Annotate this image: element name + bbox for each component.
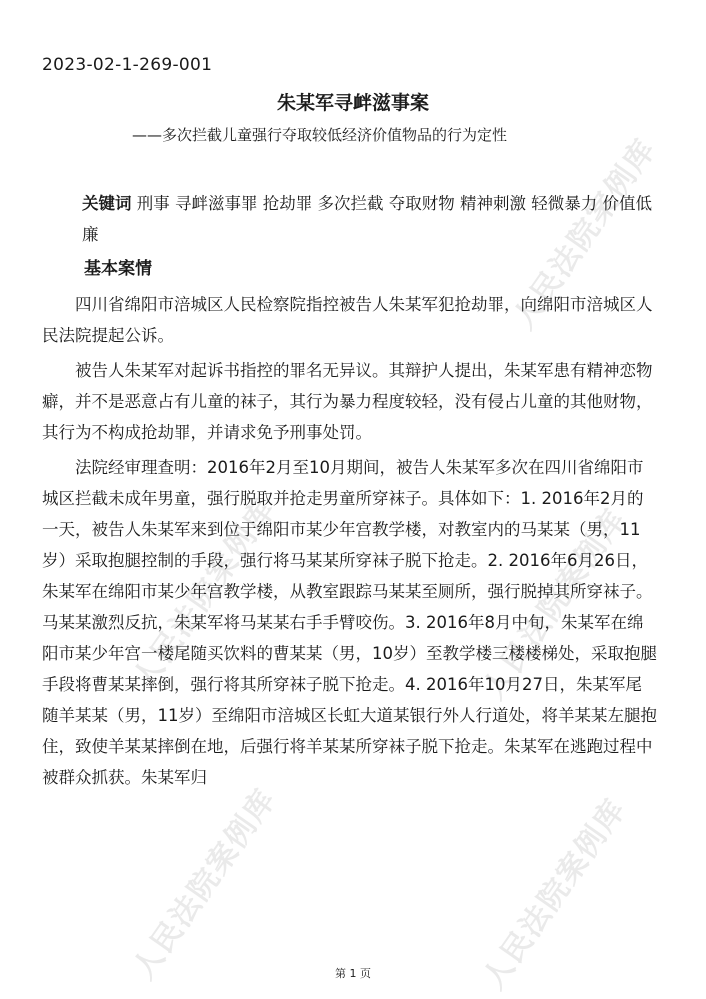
watermark: 人民法院案例库 bbox=[506, 132, 664, 336]
keywords-line bbox=[82, 188, 658, 250]
page-number: 第 1 页 bbox=[335, 967, 371, 980]
paragraph: 被告人朱某军对起诉书指控的罪名无异议。其辩护人提出，朱某军患有精神恋物癖，并不是恶意占有儿童的袜子，其行为暴力程度较轻，没有侵占儿童的其他财物，其行为不构成抢劫罪，并请求免予刑事处罚。 bbox=[42, 361, 653, 442]
watermark: 人民法院案例库 bbox=[126, 782, 284, 986]
keywords-label: 关键词 bbox=[82, 194, 132, 213]
keywords-list: 刑事 寻衅滋事罪 抢劫罪 多次拦截 夺取财物 精神刺激 轻微暴力 价值低廉 bbox=[82, 194, 652, 244]
section-heading: 基本案情 bbox=[84, 259, 152, 279]
watermark: 人民法院案例库 bbox=[476, 502, 634, 706]
case-id: 2023-02-1-269-001 bbox=[42, 55, 213, 75]
watermark: 人民法院案例库 bbox=[126, 492, 284, 696]
watermark: 人民法院案例库 bbox=[476, 792, 634, 996]
document-body bbox=[42, 188, 658, 793]
paragraph: 法院经审理查明：2016年2月至10月期间，被告人朱某军多次在四川省绵阳市城区拦截未成年男童，强行脱取并抢走男童所穿袜子。具体如下：1. 2016年2月的一天，被告人朱某军来到位于绵阳市某少年宫教学楼，对教室内的马某某（男，11岁）采取抱腿控制的手段，强行将马某某所穿袜子脱下抢走。2. 2016年6月26日，朱某军在绵阳市某少年宫教学楼，从教室跟踪马某某至厕所，强行脱掉其所穿袜子。马某某激烈反抗，朱某军将马某某右手手臂咬伤。3. 2016年8月中旬，朱某军在绵阳市某少年宫一楼尾随买饮料的曹某某（男，10岁）至教学楼三楼楼梯处，采取抱腿手段将曹某某摔倒，强行将其所穿袜子脱下抢走。4. 2016年10月27日，朱某军尾随羊某某（男，11岁）至绵阳市涪城区长虹大道某银行外人行道处，将羊某某左腿抱住，致使羊某某摔倒在地，后强行将羊某某所穿袜子脱下抢走。朱某军在逃跑过程中被群众抓获。朱某军归 bbox=[42, 458, 657, 787]
page-subtitle: ——多次拦截儿童强行夺取较低经济价值物品的行为定性 bbox=[132, 126, 508, 144]
paragraph: 四川省绵阳市涪城区人民检察院指控被告人朱某军犯抢劫罪，向绵阳市涪城区人民法院提起公诉。 bbox=[42, 295, 653, 345]
page-title: 朱某军寻衅滋事案 bbox=[276, 92, 429, 114]
